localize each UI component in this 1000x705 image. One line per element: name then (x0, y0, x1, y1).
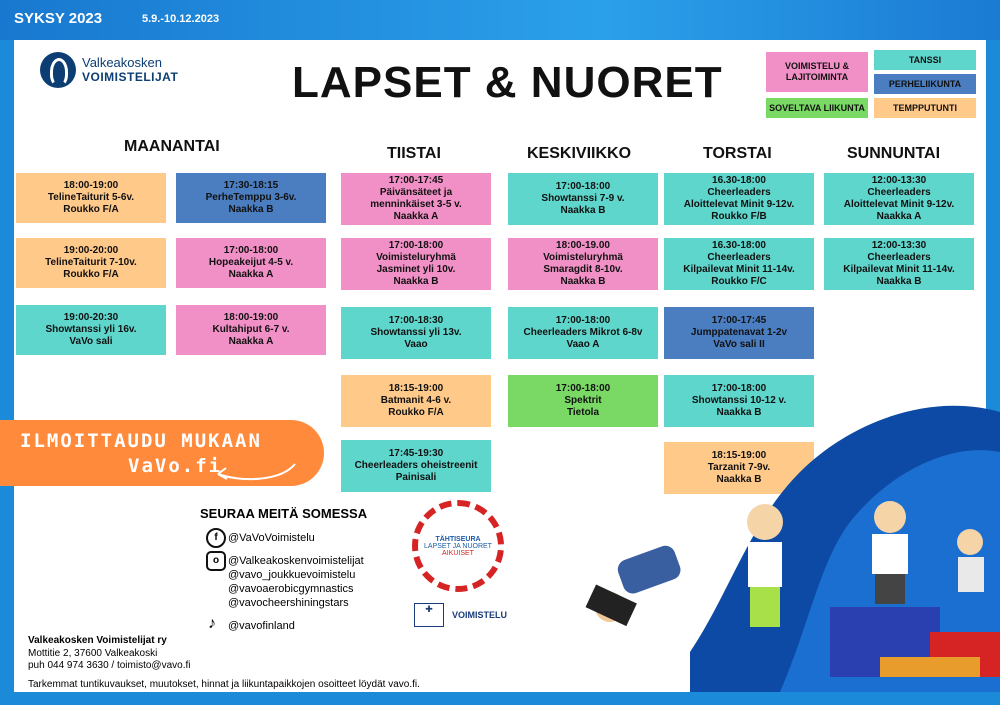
class-card[interactable] (664, 307, 814, 359)
class-time: 18:00-19:00 (63, 180, 119, 191)
footer-contact: puh 044 974 3630 / toimisto@vavo.fi (28, 660, 191, 671)
class-name: Showtanssi yli 16v. (45, 324, 137, 335)
class-card[interactable] (16, 305, 166, 355)
class-time: 17:30-18:15 (223, 180, 279, 191)
class-name: Jasminet yli 10v. (376, 264, 456, 275)
class-card[interactable] (341, 238, 491, 290)
footer-org: Valkeakosken Voimistelijat ry (28, 635, 167, 646)
tahtiseura-badge (412, 500, 504, 592)
class-name: TelineTaiturit 5-6v. (47, 192, 135, 203)
class-time: 17:45-19:30 (388, 448, 444, 459)
class-name: TelineTaiturit 7-10v. (45, 257, 137, 268)
class-name: Päivänsäteet ja (379, 187, 453, 198)
class-name: Voimisteluryhmä (376, 252, 456, 263)
voimistelu-logo: VOIMISTELU (452, 610, 508, 620)
class-name: Kilpailevat Minit 11-14v. (843, 264, 955, 275)
class-venue: Roukko F/A (388, 407, 444, 418)
olympic-icon: ✚ (414, 603, 444, 627)
class-venue: Naakka B (560, 205, 606, 216)
arrow-icon (210, 460, 300, 484)
class-time: 12:00-13:30 (871, 175, 927, 186)
class-card[interactable] (341, 440, 491, 492)
class-card[interactable] (341, 173, 491, 225)
class-name: Cheerleaders (867, 252, 931, 263)
legend-temppu: TEMPPUTUNTI (874, 98, 976, 118)
class-time: 18:15-19:00 (711, 450, 767, 461)
day-thursday: TORSTAI (703, 145, 772, 162)
facebook-icon: f (206, 528, 226, 548)
class-venue: Naakka B (228, 204, 274, 215)
club-logo-icon (40, 52, 76, 88)
day-tuesday: TIISTAI (387, 145, 441, 162)
signup-banner[interactable] (0, 420, 324, 486)
instagram-handle[interactable]: @vavocheershiningstars (228, 597, 349, 609)
class-venue: Roukko F/A (63, 269, 119, 280)
class-venue: Painisali (395, 472, 437, 483)
logo-line1: Valkeakosken (82, 55, 162, 70)
class-card[interactable] (664, 173, 814, 225)
page-title: LAPSET & NUORET (292, 58, 723, 107)
class-name: menninkäiset 3-5 v. (370, 199, 462, 210)
legend-soveltava: SOVELTAVA LIIKUNTA (766, 98, 868, 118)
class-time: 17:00-18:00 (555, 181, 611, 192)
class-card[interactable] (341, 307, 491, 359)
footer-note: Tarkemmat tuntikuvaukset, muutokset, hinnat ja liikuntapaikkojen osoitteet löydät vavo.fi. (28, 679, 420, 690)
class-time: 18:00-19:00 (223, 312, 279, 323)
class-card[interactable] (341, 375, 491, 427)
class-venue: Roukko F/C (711, 276, 767, 287)
class-name: Cheerleaders oheistreenit (354, 460, 478, 471)
class-venue: Roukko F/A (63, 204, 119, 215)
class-name: Tarzanit 7-9v. (707, 462, 771, 473)
signup-text: ILMOITTAUDU MUKAAN (20, 430, 262, 452)
tiktok-handle[interactable]: @vavofinland (228, 620, 295, 632)
class-card[interactable] (176, 305, 326, 355)
class-time: 17:00-18:00 (223, 245, 279, 256)
class-venue: Naakka B (876, 276, 922, 287)
class-name: Cheerleaders Mikrot 6-8v (523, 327, 643, 338)
class-card[interactable] (16, 173, 166, 223)
facebook-handle[interactable]: @VaVoVoimistelu (228, 532, 315, 544)
instagram-handle[interactable]: @Valkeakoskenvoimistelijat (228, 555, 364, 567)
class-card[interactable] (664, 238, 814, 290)
day-sunday: SUNNUNTAI (847, 145, 941, 162)
class-venue: Naakka B (393, 276, 439, 287)
class-time: 17:00-18:00 (555, 383, 611, 394)
class-name: Kilpailevat Minit 11-14v. (683, 264, 795, 275)
class-card[interactable] (824, 238, 974, 290)
class-time: 17:00-17:45 (388, 175, 444, 186)
instagram-handle[interactable]: @vavoaerobicgymnastics (228, 583, 354, 595)
day-wednesday: KESKIVIIKKO (527, 145, 632, 162)
class-name: Showtanssi yli 13v. (370, 327, 462, 338)
class-time: 18:15-19:00 (388, 383, 444, 394)
class-time: 17:00-18:00 (388, 240, 444, 251)
badge-line1: TÄHTISEURA (435, 535, 481, 543)
class-time: 17:00-18:00 (555, 315, 611, 326)
class-venue: Naakka B (560, 276, 606, 287)
class-name: Batmanit 4-6 v. (380, 395, 452, 406)
instagram-icon: o (206, 551, 226, 571)
legend-perheliikunta: PERHELIIKUNTA (874, 74, 976, 94)
class-name: Aloittelevat Minit 9-12v. (683, 199, 795, 210)
class-name: Cheerleaders (867, 187, 931, 198)
class-venue: Tietola (566, 407, 600, 418)
legend-tanssi: TANSSI (874, 50, 976, 70)
club-logo (40, 52, 178, 88)
class-venue: Vaao A (566, 339, 600, 350)
class-card[interactable] (508, 173, 658, 225)
legend-voimistelu: VOIMISTELU & LAJITOIMINTA (766, 52, 868, 92)
class-venue: VaVo sali II (713, 339, 765, 350)
class-card[interactable] (16, 238, 166, 288)
class-name: Cheerleaders (707, 252, 771, 263)
club-logo-text (82, 55, 178, 85)
tiktok-icon: ♪ (208, 615, 216, 632)
class-name: Spektrit (564, 395, 602, 406)
season-dates: 5.9.-10.12.2023 (142, 13, 220, 25)
class-name: Showtanssi 10-12 v. (691, 395, 787, 406)
class-venue: Naakka A (228, 269, 274, 280)
class-venue: Naakka B (716, 474, 762, 485)
class-venue: VaVo sali (69, 336, 113, 347)
class-venue: Vaao (404, 339, 428, 350)
class-time: 19:00-20:30 (63, 312, 119, 323)
season-label: SYKSY 2023 (14, 10, 103, 27)
class-name: Hopeakeijut 4-5 v. (208, 257, 294, 268)
class-venue: Naakka B (716, 407, 762, 418)
logo-line2: VOIMISTELIJAT (82, 70, 179, 84)
class-name: Smaragdit 8-10v. (543, 264, 623, 275)
class-name: Cheerleaders (707, 187, 771, 198)
class-card[interactable] (824, 173, 974, 225)
class-time: 17:00-18:30 (388, 315, 444, 326)
class-venue: Naakka A (876, 211, 922, 222)
class-card[interactable] (508, 238, 658, 290)
class-time: 19:00-20:00 (63, 245, 119, 256)
kids-photo (550, 392, 1000, 692)
social-title: SEURAA MEITÄ SOMESSA (200, 506, 368, 521)
badge-line2: LAPSET JA NUORET (424, 542, 492, 550)
class-card[interactable] (176, 238, 326, 288)
class-name: Voimisteluryhmä (543, 252, 623, 263)
class-name: Aloittelevat Minit 9-12v. (843, 199, 955, 210)
class-card[interactable] (508, 307, 658, 359)
badge-line3: AIKUISET (442, 549, 474, 557)
class-name: Kultahiput 6-7 v. (212, 324, 290, 335)
class-name: PerheTemppu 3-6v. (205, 192, 297, 203)
class-card[interactable] (176, 173, 326, 223)
class-time: 12:00-13:30 (871, 240, 927, 251)
class-time: 18:00-19.00 (556, 240, 610, 251)
class-time: 16.30-18:00 (712, 175, 766, 186)
class-name: Showtanssi 7-9 v. (541, 193, 625, 204)
signup-link[interactable]: VaVo.fi (128, 455, 223, 477)
day-monday: MAANANTAI (124, 138, 220, 155)
class-venue: Naakka A (228, 336, 274, 347)
class-time: 17:00-17:45 (711, 315, 767, 326)
footer-address: Mottitie 2, 37600 Valkeakoski (28, 648, 158, 659)
class-time: 16.30-18:00 (712, 240, 766, 251)
class-time: 17:00-18:00 (711, 383, 767, 394)
class-name: Jumppatenavat 1-2v (690, 327, 788, 338)
class-venue: Roukko F/B (711, 211, 767, 222)
instagram-handle[interactable]: @vavo_joukkuevoimistelu (228, 569, 356, 581)
class-venue: Naakka A (393, 211, 439, 222)
